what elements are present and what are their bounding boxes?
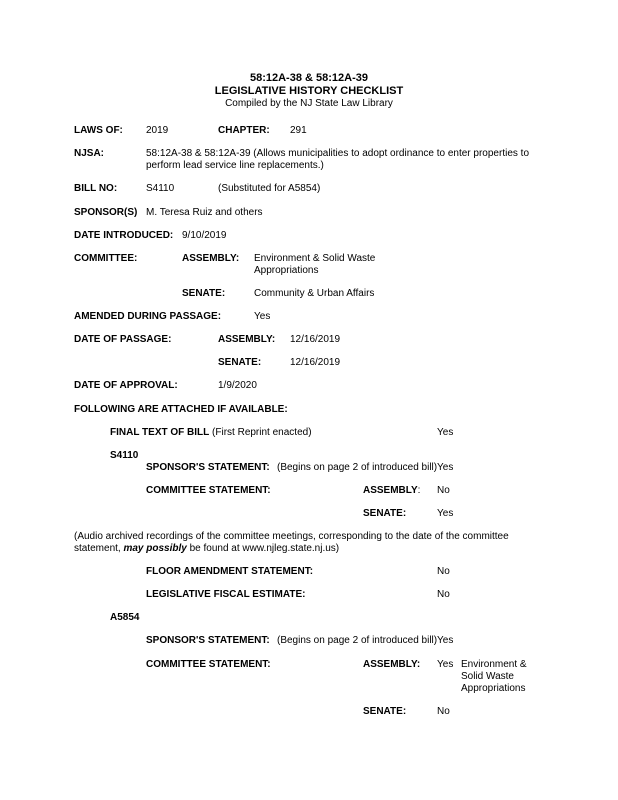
laws-of-label: LAWS OF:	[74, 125, 123, 136]
audio-note-line1: (Audio archived recordings of the committee meetings, corresponding to the date of the committee	[74, 531, 509, 542]
committee-assembly-line1: Environment & Solid Waste	[254, 253, 376, 264]
amended-value: Yes	[254, 311, 271, 322]
passage-senate-label: SENATE:	[218, 357, 262, 368]
passage-assembly-value: 12/16/2019	[290, 334, 341, 345]
s4110-committee-assembly	[363, 485, 420, 497]
date-of-approval-value: 1/9/2020	[218, 380, 257, 391]
audio-note-post: be found at www.njleg.state.nj.us)	[186, 543, 340, 554]
bill-no-label: BILL NO:	[74, 183, 118, 194]
njsa-line2: perform lead service line replacements.)	[146, 160, 324, 171]
s4110-assembly-colon: :	[417, 485, 421, 496]
attached-heading: FOLLOWING ARE ATTACHED IF AVAILABLE:	[74, 404, 288, 415]
sponsor-label: SPONSOR(S)	[74, 207, 138, 218]
bill-no-value: S4110	[146, 183, 175, 194]
a5854-sponsor-statement-value: Yes	[437, 635, 454, 646]
a5854-senate-label: SENATE:	[363, 706, 407, 717]
a5854-assembly-note-line2: Solid Waste	[461, 671, 514, 682]
committee-assembly-line2: Appropriations	[254, 265, 319, 276]
final-text-label: FINAL TEXT OF BILL	[110, 427, 210, 438]
committee-senate-label: SENATE:	[182, 288, 226, 299]
a5854-assembly-label: ASSEMBLY:	[363, 659, 421, 670]
s4110-senate-value: Yes	[437, 508, 454, 519]
audio-note-pre: statement,	[74, 543, 124, 554]
s4110-label: S4110	[110, 450, 139, 461]
fiscal-estimate-label: LEGISLATIVE FISCAL ESTIMATE:	[146, 589, 306, 600]
chapter-label: CHAPTER:	[218, 125, 270, 136]
floor-amendment-value: No	[437, 566, 450, 577]
document-title: 58:12A-38 & 58:12A-39	[249, 72, 368, 84]
s4110-sponsor-statement-label: SPONSOR'S STATEMENT:	[146, 462, 270, 473]
date-introduced-label: DATE INTRODUCED:	[74, 230, 174, 241]
final-text-value: Yes	[437, 427, 454, 438]
compiled-by: Compiled by the NJ State Law Library	[225, 98, 393, 109]
s4110-sponsor-statement-note: (Begins on page 2 of introduced bill)	[277, 462, 438, 473]
final-text-row	[110, 427, 312, 439]
s4110-assembly-value: No	[437, 485, 450, 496]
a5854-label: A5854	[110, 612, 140, 623]
amended-label: AMENDED DURING PASSAGE:	[74, 311, 222, 322]
passage-senate-value: 12/16/2019	[290, 357, 341, 368]
final-text-note: (First Reprint enacted)	[209, 427, 312, 438]
document-subtitle: LEGISLATIVE HISTORY CHECKLIST	[214, 85, 404, 97]
committee-assembly-label: ASSEMBLY:	[182, 253, 240, 264]
audio-note-line2	[74, 543, 339, 555]
njsa-label: NJSA:	[74, 148, 105, 159]
date-of-passage-label: DATE OF PASSAGE:	[74, 334, 172, 345]
committee-label: COMMITTEE:	[74, 253, 138, 264]
committee-senate-value: Community & Urban Affairs	[254, 288, 375, 299]
s4110-assembly-label: ASSEMBLY	[363, 485, 418, 496]
floor-amendment-label: FLOOR AMENDMENT STATEMENT:	[146, 566, 314, 577]
a5854-assembly-note-line1: Environment &	[461, 659, 527, 670]
a5854-assembly-note-line3: Appropriations	[461, 683, 526, 694]
chapter-value: 291	[290, 125, 307, 136]
date-of-approval-label: DATE OF APPROVAL:	[74, 380, 178, 391]
bill-substituted: (Substituted for A5854)	[218, 183, 321, 194]
a5854-sponsor-statement-label: SPONSOR'S STATEMENT:	[146, 635, 270, 646]
laws-of-value: 2019	[146, 125, 169, 136]
a5854-sponsor-statement-note: (Begins on page 2 of introduced bill)	[277, 635, 438, 646]
passage-assembly-label: ASSEMBLY:	[218, 334, 276, 345]
date-introduced-value: 9/10/2019	[182, 230, 227, 241]
sponsor-value: M. Teresa Ruiz and others	[146, 207, 263, 218]
audio-note-emphasis: may possibly	[123, 543, 187, 554]
s4110-committee-statement-label: COMMITTEE STATEMENT:	[146, 485, 271, 496]
a5854-assembly-value: Yes	[437, 659, 454, 670]
a5854-senate-value: No	[437, 706, 450, 717]
a5854-committee-statement-label: COMMITTEE STATEMENT:	[146, 659, 271, 670]
fiscal-estimate-value: No	[437, 589, 450, 600]
s4110-sponsor-statement-value: Yes	[437, 462, 454, 473]
s4110-senate-label: SENATE:	[363, 508, 407, 519]
njsa-line1: 58:12A-38 & 58:12A-39 (Allows municipalities to adopt ordinance to enter properties to	[146, 148, 530, 159]
